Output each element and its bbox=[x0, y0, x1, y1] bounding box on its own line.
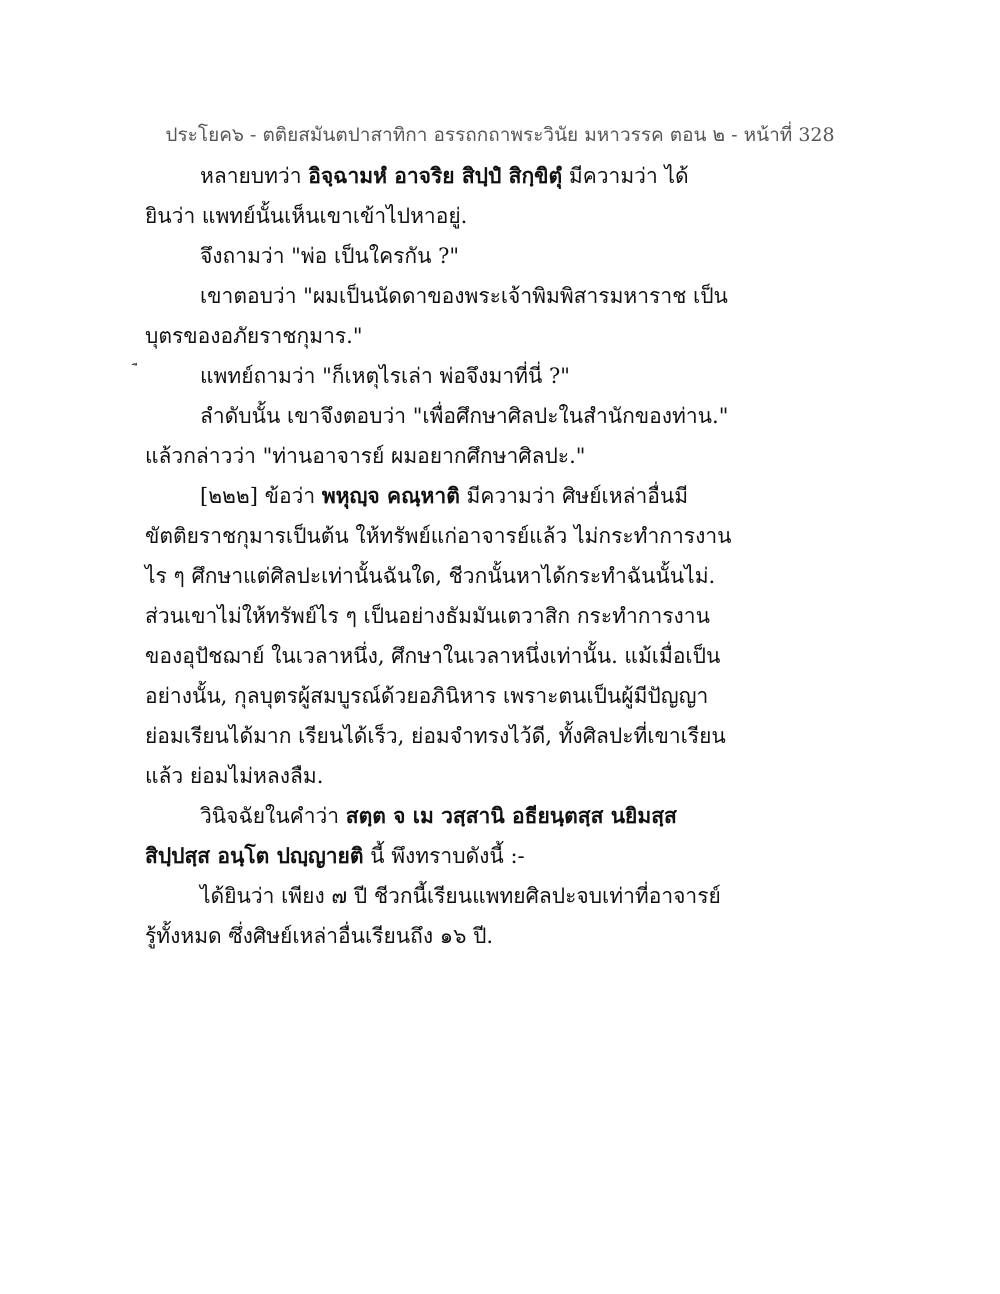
pali-term: สิปฺปสฺส อนฺโต ปญฺญายติ bbox=[145, 843, 364, 868]
paragraph-5-line-2: แล้วกล่าวว่า "ท่านอาจารย์ ผมอยากศึกษาศิลปะ." bbox=[145, 444, 586, 468]
paragraph-8-line-2: รู้ทั้งหมด ซึ่งศิษย์เหล่าอื่นเรียนถึง ๑๖ ปี. bbox=[145, 924, 494, 948]
paragraph-1-line-1: หลายบทว่า อิจฺฉามหํ อาจริย สิปฺปํ สิกฺขิตุํ มีความว่า ได้ bbox=[200, 163, 689, 188]
paragraph-6-line-3: ไร ๆ ศึกษาแต่ศิลปะเท่านั้นฉันใด, ชีวกนั้นหาได้กระทำฉันนั้นไม่. bbox=[145, 564, 716, 588]
paragraph-6-line-1: [๒๒๒] ข้อว่า พหุญฺจ คณฺหาติ มีความว่า ศิษย์เหล่าอื่นมี bbox=[200, 483, 689, 508]
paragraph-6-line-8: แล้ว ย่อมไม่หลงลืม. bbox=[145, 764, 324, 788]
paragraph-4: แพทย์ถามว่า "ก็เหตุไรเล่า พ่อจึงมาที่นี่ ?" bbox=[200, 364, 570, 388]
pali-term: สตฺต จ เม วสฺสานิ อธียนฺตสฺส นยิมสฺส bbox=[345, 803, 677, 828]
paragraph-3-line-2: บุตรของอภัยราชกุมาร." bbox=[145, 324, 363, 348]
paragraph-1-line-2: ยินว่า แพทย์นั้นเห็นเขาเข้าไปหาอยู่. bbox=[145, 204, 468, 228]
pali-term: พหุญฺจ คณฺหาติ bbox=[321, 483, 460, 508]
paragraph-3-line-1: เขาตอบว่า "ผมเป็นนัดดาของพระเจ้าพิมพิสารมหาราช เป็น bbox=[200, 284, 728, 308]
paragraph-2: จึงถามว่า "พ่อ เป็นใครกัน ?" bbox=[200, 244, 460, 268]
paragraph-6-line-2: ขัตติยราชกุมารเป็นต้น ให้ทรัพย์แก่อาจารย์แล้ว ไม่กระทำการงาน bbox=[145, 524, 732, 548]
paragraph-5-line-1: ลำดับนั้น เขาจึงตอบว่า "เพื่อศึกษาศิลปะในสำนักของท่าน." bbox=[200, 404, 729, 428]
paragraph-8-line-1: ได้ยินว่า เพียง ๗ ปี ชีวกนี้เรียนแพทยศิลปะจบเท่าที่อาจารย์ bbox=[200, 884, 721, 908]
paragraph-6-line-6: อย่างนั้น, กุลบุตรผู้สมบูรณ์ด้วยอภินิหาร เพราะตนเป็นผู้มีปัญญา bbox=[145, 684, 709, 708]
paragraph-6-line-7: ย่อมเรียนได้มาก เรียนได้เร็ว, ย่อมจำทรงไว้ดี, ทั้งศิลปะที่เขาเรียน bbox=[145, 724, 726, 748]
paragraph-6-line-4: ส่วนเขาไม่ให้ทรัพย์ไร ๆ เป็นอย่างธัมมันเตวาสิก กระทำการงาน bbox=[145, 604, 710, 628]
pali-term: อิจฺฉามหํ อาจริย สิปฺปํ สิกฺขิตุํ bbox=[308, 163, 563, 188]
page-header: ประโยค๖ - ตติยสมันตปาสาทิกา อรรถกถาพระวินัย มหาวรรค ตอน ๒ - หน้าที่ 328 bbox=[165, 124, 835, 146]
paragraph-6-line-5: ของอุปัชฌาย์ ในเวลาหนึ่ง, ศึกษาในเวลาหนึ่งเท่านั้น. แม้เมื่อเป็น bbox=[145, 644, 721, 668]
paragraph-7-line-2: สิปฺปสฺส อนฺโต ปญฺญายติ นี้ พึงทราบดังนี้ :- bbox=[145, 843, 525, 868]
paragraph-7-line-1: วินิจฉัยในคำว่า สตฺต จ เม วสฺสานิ อธียนฺตสฺส นยิมสฺส bbox=[200, 803, 677, 828]
